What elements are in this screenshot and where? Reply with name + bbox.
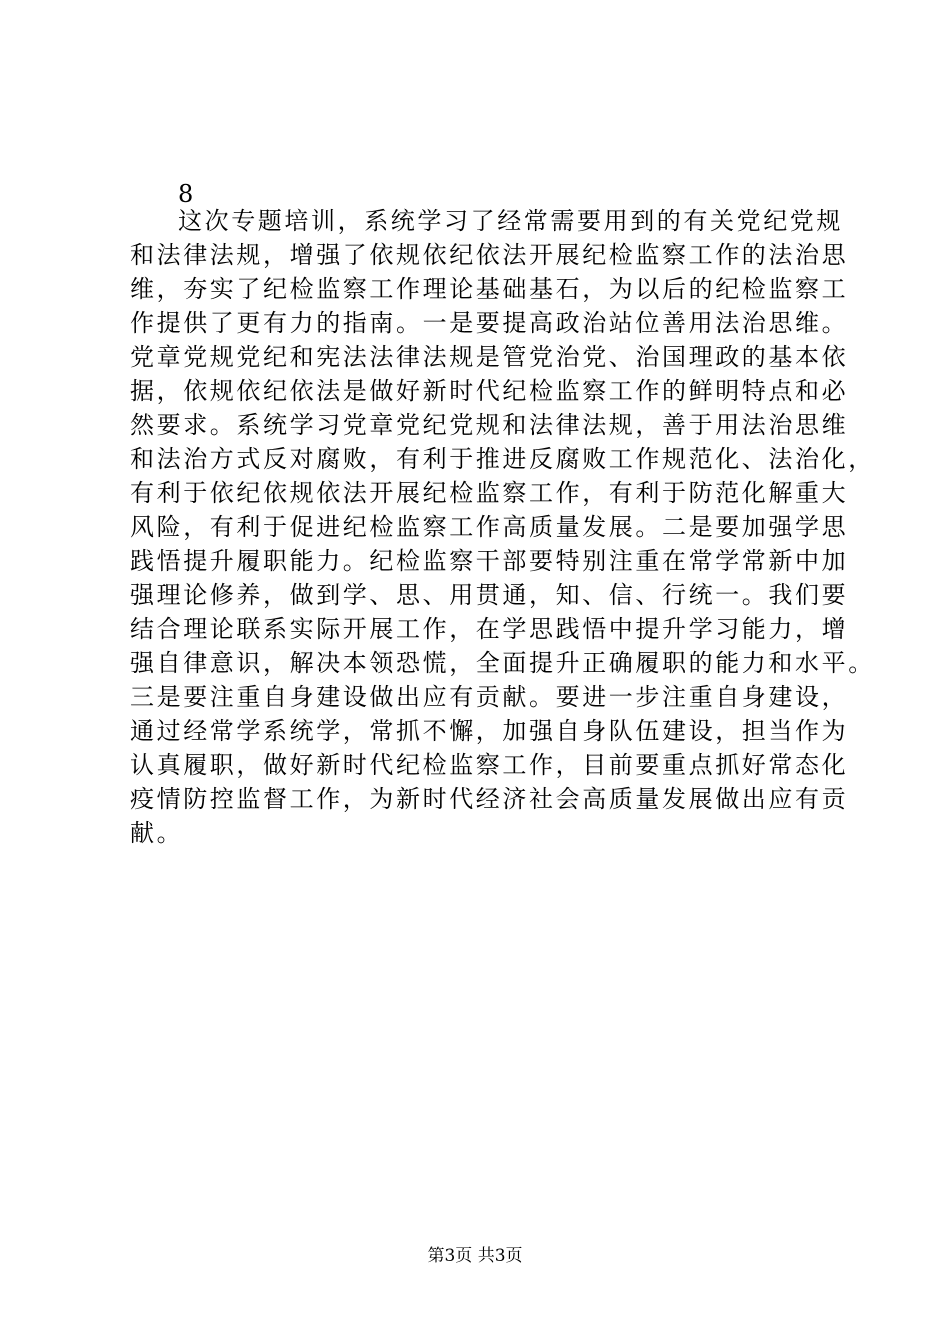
paragraph-line: 践悟提升履职能力。纪检监察干部要特别注重在常学常新中加	[130, 547, 849, 575]
paragraph-line: 然要求。系统学习党章党纪党规和法律法规，善于用法治思维	[130, 411, 849, 439]
page-number-label: 第3页 共3页	[427, 1246, 523, 1266]
body-paragraph	[130, 204, 875, 850]
paragraph-line: 结合理论联系实际开展工作，在学思践悟中提升学习能力，增	[130, 615, 849, 643]
paragraph-line: 和法律法规，增强了依规依纪依法开展纪检监察工作的法治思	[130, 241, 849, 269]
paragraph-line: 强自律意识，解决本领恐慌，全面提升正确履职的能力和水平。	[130, 649, 875, 677]
paragraph-line: 献。	[130, 819, 184, 847]
paragraph-line: 这次专题培训，系统学习了经常需要用到的有关党纪党规	[178, 207, 843, 235]
paragraph-line: 三是要注重自身建设做出应有贡献。要进一步注重自身建设，	[130, 683, 849, 711]
paragraph-line: 和法治方式反对腐败，有利于推进反腐败工作规范化、法治化，	[130, 445, 875, 473]
paragraph-line: 强理论修养，做到学、思、用贯通，知、信、行统一。我们要	[130, 581, 849, 609]
section-number: 8	[178, 180, 194, 208]
paragraph-line: 风险，有利于促进纪检监察工作高质量发展。二是要加强学思	[130, 513, 849, 541]
paragraph-line: 有利于依纪依规依法开展纪检监察工作，有利于防范化解重大	[130, 479, 849, 507]
paragraph-line: 作提供了更有力的指南。一是要提高政治站位善用法治思维。	[130, 309, 849, 337]
paragraph-line: 通过经常学系统学，常抓不懈，加强自身队伍建设，担当作为	[130, 717, 849, 745]
paragraph-line: 认真履职，做好新时代纪检监察工作，目前要重点抓好常态化	[130, 751, 849, 779]
page-footer	[0, 1245, 950, 1267]
paragraph-line: 党章党规党纪和宪法法律法规是管党治党、治国理政的基本依	[130, 343, 849, 371]
paragraph-line: 据，依规依纪依法是做好新时代纪检监察工作的鲜明特点和必	[130, 377, 849, 405]
paragraph-line: 维，夯实了纪检监察工作理论基础基石，为以后的纪检监察工	[130, 275, 849, 303]
paragraph-line: 疫情防控监督工作，为新时代经济社会高质量发展做出应有贡	[130, 785, 849, 813]
